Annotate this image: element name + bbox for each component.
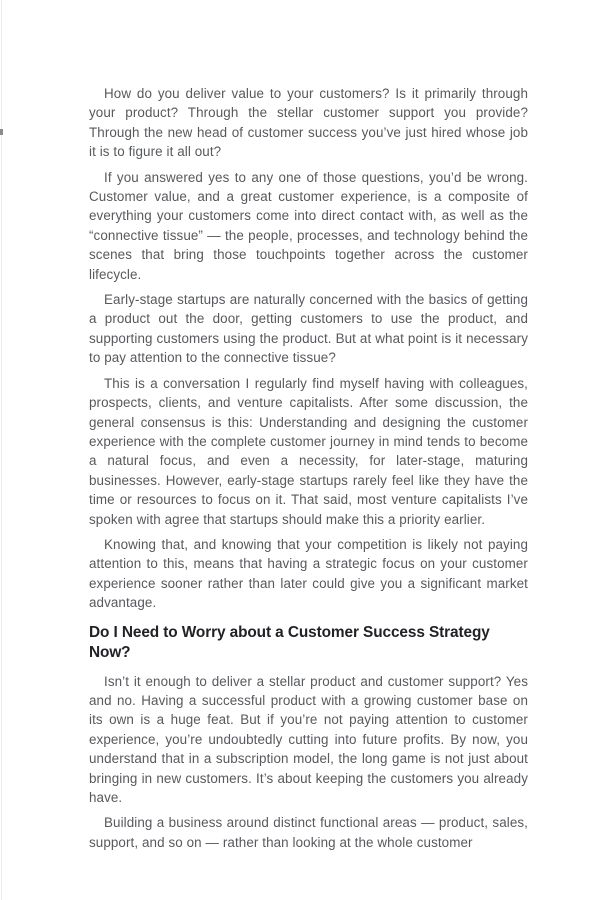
paragraph: Building a business around distinct functional areas — product, sales, support, and so on — rather than looking at the whole customer [89, 815, 528, 850]
paragraph: How do you deliver value to your customers? Is it primarily through your product? Through the stellar customer support you provide? Through the new head of customer success you’ve just hired whose job it is to figure it all out? [89, 86, 528, 160]
paragraph: Knowing that, and knowing that your competition is likely not paying attention to this, means that having a strategic focus on your customer experience sooner rather than later could give you a significant market advantage. [89, 536, 528, 611]
paragraph: This is a conversation I regularly find myself having with colleagues, prospects, clients, and venture capitalists. After some discussion, the general consensus is this: Understanding and designing the customer experience with the complete customer journey in mind tends to become a natural focus, and even a necessity, for later-stage, maturing businesses. However, early-stage startups rarely feel like they have the time or resources to focus on it. That said, most venture capitalists I’ve spoken with agree that startups should make this a priority earlier. [89, 375, 528, 527]
section-heading: Do I Need to Worry about a Customer Success Strategy Now? [89, 623, 490, 661]
paragraph: If you answered yes to any one of those questions, you’d be wrong. Customer value, and a great customer experience, is a composite of everything your customers come into direct contact with, as well as the “connective tissue” — the people, processes, and technology behind the scenes that bring those touchpoints together across the customer lifecycle. [89, 169, 528, 282]
page-edge-line [1, 0, 2, 900]
scan-edge-artifact [0, 129, 3, 135]
paragraph: Isn’t it enough to deliver a stellar product and customer support? Yes and no. Having a successful product with a growing customer base on its own is a huge feat. But if you’re not paying attention to customer experience, you’re undoubtedly cutting into future profits. By now, you understand that in a subscription model, the long game is not just about bringing in new customers. It’s about keeping the customers you already have. [89, 673, 528, 805]
paragraph: Early-stage startups are naturally concerned with the basics of getting a product out the door, getting customers to use the product, and supporting customers using the product. But at what point is it necessary to pay attention to the connective tissue? [89, 292, 528, 366]
